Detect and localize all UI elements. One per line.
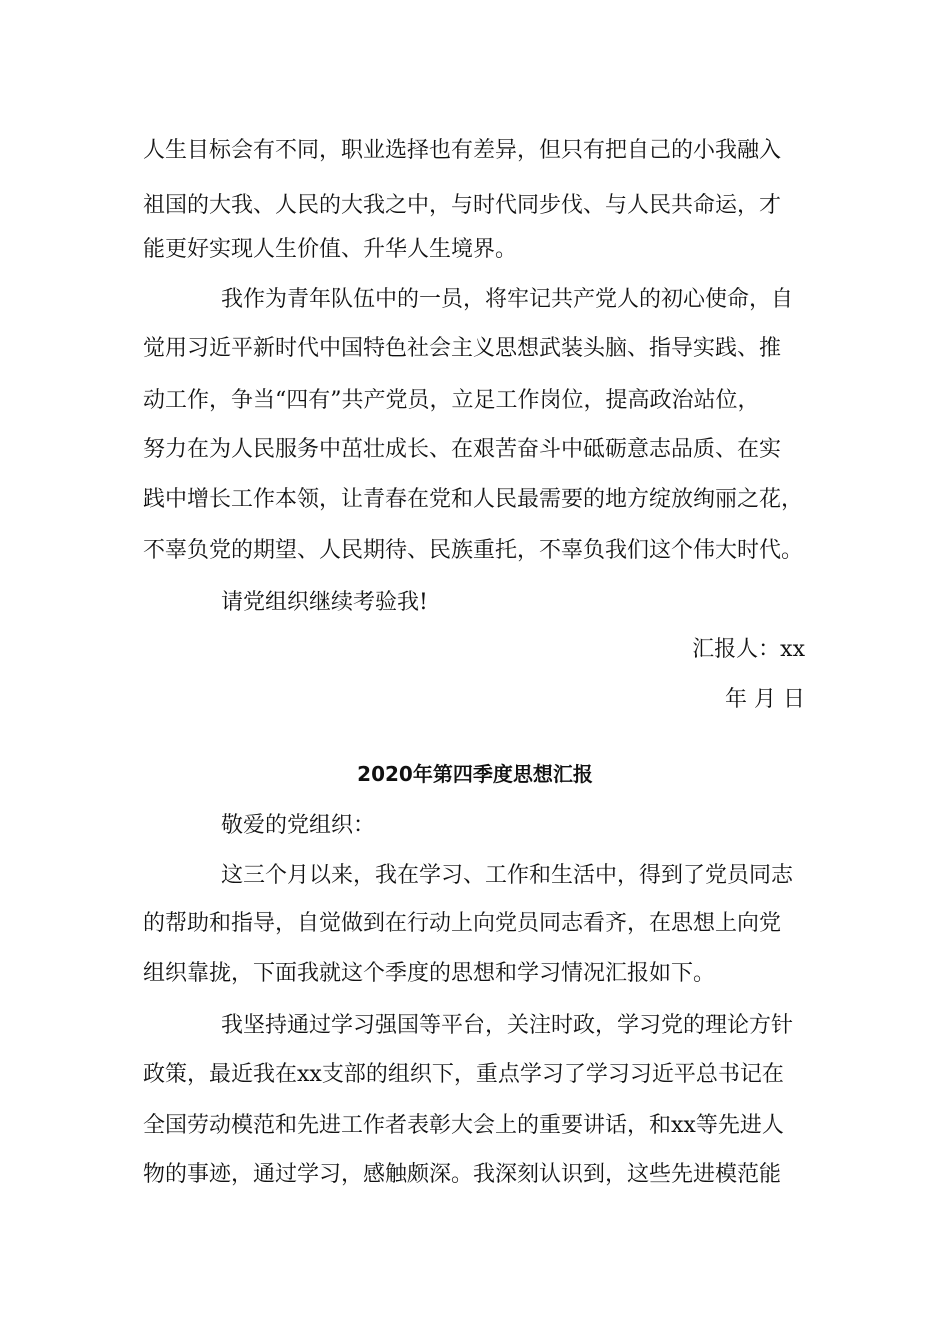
body-text-line: 祖国的大我、人民的大我之中，与时代同步伐、与人民共命运，才 (143, 193, 782, 218)
body-text-line: 我坚持通过学习强国等平台，关注时政，学习党的理论方针 (221, 1013, 794, 1038)
report-title: 2020年第四季度思想汇报 (357, 762, 593, 786)
body-text-line: 动工作，争当“四有”共产党员，立足工作岗位，提高政治站位， (143, 388, 760, 413)
body-text-line: 全国劳动模范和先进工作者表彰大会上的重要讲话，和xx等先进人 (143, 1113, 784, 1138)
body-text-line: 能更好实现人生价值、升华人生境界。 (143, 237, 518, 262)
body-text-line: 组织靠拢，下面我就这个季度的思想和学习情况汇报如下。 (143, 961, 716, 986)
closing-text: 请党组织继续考验我! (221, 590, 428, 615)
body-text-line: 我作为青年队伍中的一员，将牢记共产党人的初心使命，自 (221, 287, 794, 312)
body-text-line: 这三个月以来，我在学习、工作和生活中，得到了党员同志 (221, 863, 794, 888)
report-date: 年 月 日 (725, 687, 805, 712)
body-text-line: 觉用习近平新时代中国特色社会主义思想武装头脑、指导实践、推 (143, 336, 782, 361)
body-text-line: 不辜负党的期望、人民期待、民族重托，不辜负我们这个伟大时代。 (143, 538, 804, 563)
body-text-line: 努力在为人民服务中茁壮成长、在艰苦奋斗中砥砺意志品质、在实 (143, 437, 782, 462)
body-text-line: 物的事迹，通过学习，感触颇深。我深刻认识到，这些先进模范能 (143, 1162, 782, 1187)
body-text-line: 政策，最近我在xx支部的组织下，重点学习了学习习近平总书记在 (143, 1062, 784, 1087)
body-text-line: 的帮助和指导，自觉做到在行动上向党员同志看齐，在思想上向党 (143, 911, 782, 936)
salutation: 敬爱的党组织： (221, 813, 376, 838)
body-text-line: 人生目标会有不同，职业选择也有差异，但只有把自己的小我融入 (143, 138, 782, 163)
body-text-line: 践中增长工作本领，让青春在党和人民最需要的地方绽放绚丽之花， (143, 487, 804, 512)
reporter-signature: 汇报人：xx (692, 637, 805, 662)
